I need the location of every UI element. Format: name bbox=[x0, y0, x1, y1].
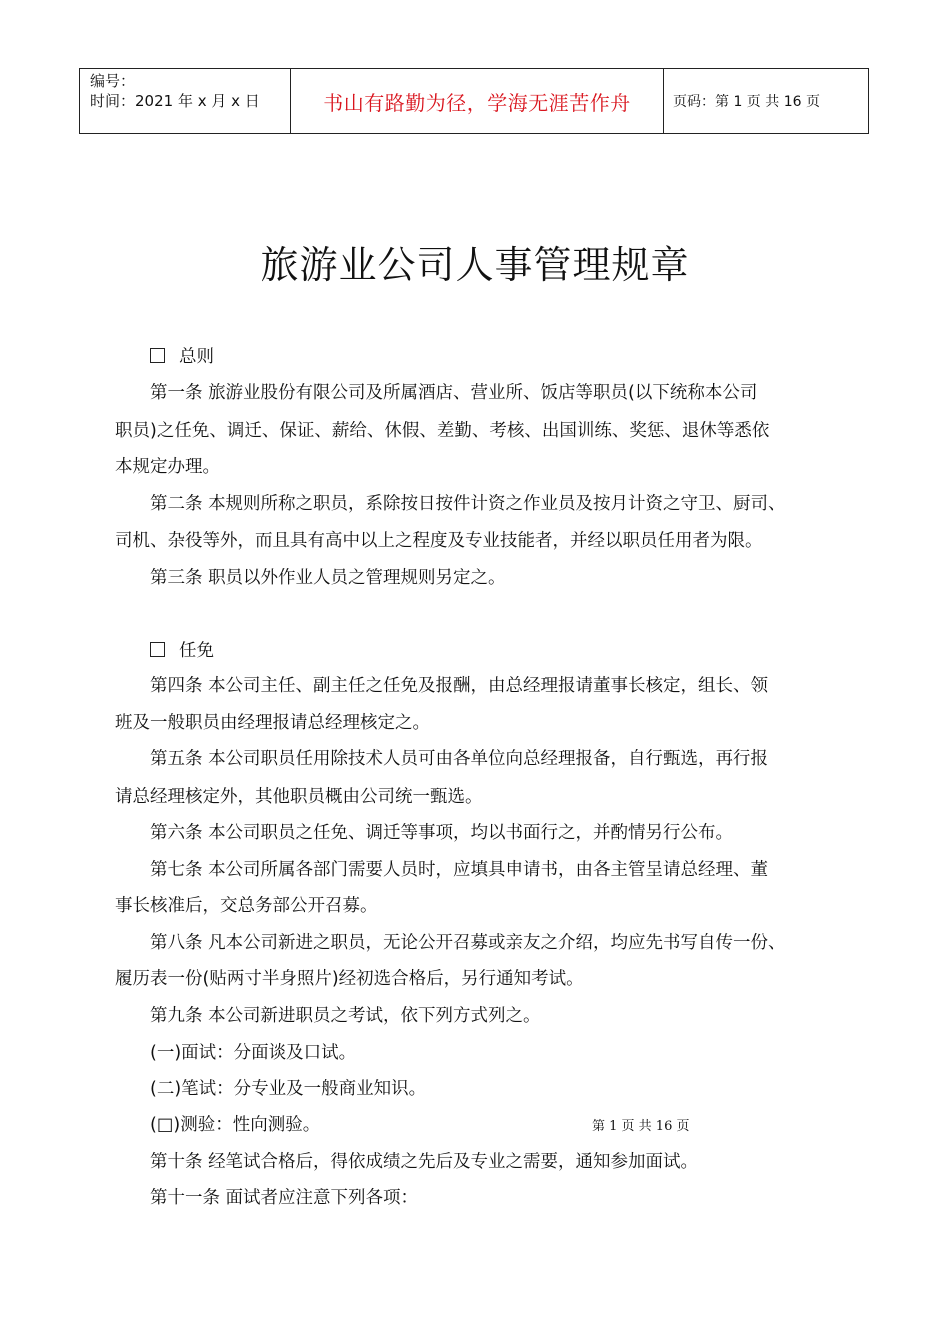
header-page-info: 页码：第 1 页 共 16 页 bbox=[664, 69, 869, 134]
page-footer: 第 1 页 共 16 页 bbox=[592, 1119, 690, 1134]
article-line: 第三条 职员以外作业人员之管理规则另定之。 bbox=[150, 568, 506, 588]
article-line: 第十条 经笔试合格后，得依成绩之先后及专业之需要，通知参加面试。 bbox=[150, 1152, 699, 1172]
article-line: 请总经理核定外，其他职员概由公司统一甄选。 bbox=[115, 787, 483, 807]
article-line: 第八条 凡本公司新进之职员，无论公开召募或亲友之介绍，均应先书写自传一份、 bbox=[150, 933, 786, 953]
article-line: 职员)之任免、调迁、保证、薪给、休假、差勤、考核、出国训练、奖惩、退休等悉依 bbox=[115, 421, 770, 441]
article-line: 司机、杂役等外，而且具有高中以上之程度及专业技能者，并经以职员任用者为限。 bbox=[115, 531, 763, 551]
document-date: 时间：2021 年 x 月 x 日 bbox=[90, 92, 260, 110]
article-line: 本规定办理。 bbox=[115, 457, 220, 477]
article-line: 履历表一份(贴两寸半身照片)经初选合格后，另行通知考试。 bbox=[115, 969, 584, 989]
checkbox-icon bbox=[150, 642, 165, 657]
article-line: 第二条 本规则所称之职员，系除按日按件计资之作业员及按月计资之守卫、厨司、 bbox=[150, 494, 786, 514]
article-line: 第十一条 面试者应注意下列各项： bbox=[150, 1188, 419, 1208]
list-item: (□)测验：性向测验。 bbox=[150, 1115, 321, 1135]
article-line: 第七条 本公司所属各部门需要人员时，应填具申请书，由各主管呈请总经理、董 bbox=[150, 860, 769, 880]
article-line: 班及一般职员由经理报请总经理核定之。 bbox=[115, 713, 430, 733]
section-heading-appointment: 任免 bbox=[150, 640, 214, 662]
article-line: 第五条 本公司职员任用除技术人员可由各单位向总经理报备，自行甄选，再行报 bbox=[150, 749, 769, 769]
section-heading-general: 总则 bbox=[150, 346, 214, 368]
list-item: (一)面试：分面谈及口试。 bbox=[150, 1043, 357, 1063]
article-line: 第九条 本公司新进职员之考试，依下列方式列之。 bbox=[150, 1006, 541, 1026]
header-meta-cell bbox=[80, 69, 291, 134]
document-number: 编号： bbox=[90, 72, 136, 90]
list-item: (二)笔试：分专业及一般商业知识。 bbox=[150, 1079, 427, 1099]
article-line: 事长核准后，交总务部公开召募。 bbox=[115, 896, 378, 916]
header-table bbox=[79, 68, 869, 134]
header-motto: 书山有路勤为径，学海无涯苦作舟 bbox=[291, 69, 664, 134]
article-line: 第四条 本公司主任、副主任之任免及报酬，由总经理报请董事长核定，组长、领 bbox=[150, 676, 769, 696]
checkbox-icon bbox=[150, 348, 165, 363]
document-title: 旅游业公司人事管理规章 bbox=[260, 243, 690, 287]
article-line: 第六条 本公司职员之任免、调迁等事项，均以书面行之，并酌情另行公布。 bbox=[150, 823, 734, 843]
article-line: 第一条 旅游业股份有限公司及所属酒店、营业所、饭店等职员(以下统称本公司 bbox=[150, 383, 758, 403]
